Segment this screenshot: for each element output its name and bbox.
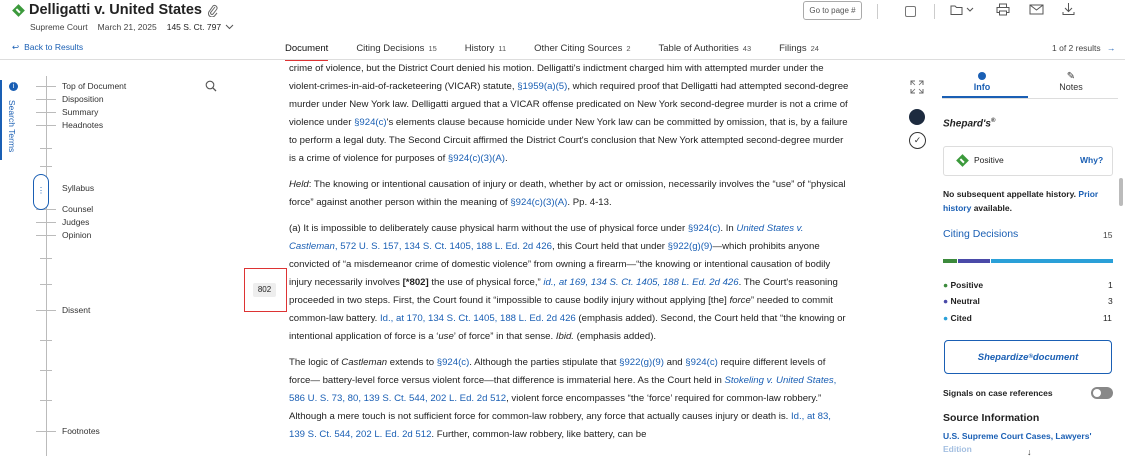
tab-history[interactable] — [465, 43, 506, 58]
panel-tab-divider — [942, 98, 1118, 99]
decision-date: March 21, 2025 — [97, 22, 157, 32]
tab-citing-decisions[interactable] — [356, 43, 436, 58]
outline-tick — [36, 431, 56, 432]
tab-count: 24 — [810, 44, 819, 53]
breakdown-count: 1 — [1108, 280, 1113, 290]
outline-tick — [40, 258, 52, 259]
statute-link[interactable]: §1959(a)(5) — [517, 81, 568, 92]
appellate-history-text: No subsequent appellate history. Prior history available. — [943, 189, 1099, 213]
back-to-results-link[interactable] — [12, 42, 83, 53]
outline-tick — [36, 125, 56, 126]
case-metadata — [30, 22, 234, 32]
info-icon: i — [9, 82, 18, 91]
dark-mode-toggle-icon[interactable] — [909, 109, 925, 125]
toolbar-divider — [934, 4, 935, 19]
go-to-page-input[interactable]: Go to page # — [803, 1, 862, 20]
statute-link[interactable]: §924(c) — [685, 357, 718, 368]
outline-tick — [40, 340, 52, 341]
statute-link[interactable]: §924(c) — [436, 357, 470, 368]
paragraph: The logic of Castleman extends to §924(c). Although the parties stipulate that §922(g)(9) and §924(c) require different levels of force— battery-level force versus violent force—that difference is immaterial here. As the Court held in Stokeling v. United States, 586 U. S. 73, 80, 139 S. Ct. 544, 202 L. Ed. 2d 512, violent force encompasses “the ‘force’ required for common-law robbery.” Although a mere touch is not sufficient force for common-law robbery, any force that actually causes injury or death is. Id., at 83, 139 S. Ct. 544, 202 L. Ed. 2d 512. Further, common-law robbery, like battery, can be — [289, 357, 837, 440]
positive-bar — [943, 259, 957, 263]
source-link-continued[interactable]: Edition — [943, 444, 972, 453]
statute-link[interactable]: §922(g)(9) — [667, 241, 713, 252]
positive-diamond-icon — [956, 154, 969, 167]
active-tab-indicator — [942, 96, 1028, 98]
shepards-signal-box — [943, 146, 1113, 176]
court-name: Supreme Court — [30, 22, 88, 32]
shepardize-button[interactable]: Shepardize ® document — [944, 340, 1112, 374]
nav-disposition[interactable]: Disposition — [62, 94, 104, 104]
tab-other-citing-sources[interactable] — [534, 43, 630, 58]
back-arrow-icon: ↩ — [12, 42, 20, 52]
breakdown-cited[interactable]: ● Cited — [943, 313, 972, 323]
tab-label: Table of Authorities — [658, 43, 739, 54]
case-title-row — [14, 2, 218, 18]
tab-label: History — [464, 43, 495, 54]
tab-filings[interactable] — [779, 43, 819, 58]
tab-notes[interactable] — [1041, 72, 1101, 92]
page-marker: 802 — [253, 283, 276, 297]
nav-headnotes[interactable]: Headnotes — [62, 120, 104, 130]
nav-syllabus[interactable]: Syllabus — [62, 183, 95, 193]
tab-info-label: Info — [973, 82, 991, 92]
source-link[interactable]: U.S. Supreme Court Cases, Lawyers' — [943, 431, 1092, 441]
outline-tick — [40, 148, 52, 149]
scroll-down-arrow-icon[interactable]: ↓ — [1027, 447, 1032, 457]
statute-link[interactable]: §924(c) — [354, 117, 387, 128]
nav-opinion[interactable]: Opinion — [62, 230, 92, 240]
breakdown-count: 3 — [1108, 296, 1113, 306]
nav-dissent[interactable]: Dissent — [62, 305, 91, 315]
search-icon[interactable] — [205, 80, 217, 92]
tab-label: Filings — [779, 43, 807, 54]
outline-tick — [36, 112, 56, 113]
case-link[interactable]: Id., at 170, 134 S. Ct. 1405, 188 L. Ed. 2d 426 — [380, 313, 576, 324]
positive-diamond-icon — [12, 4, 25, 17]
outline-tick — [40, 166, 52, 167]
prior-history-link[interactable]: Prior history — [943, 189, 1099, 213]
nav-judges[interactable]: Judges — [62, 217, 90, 227]
tab-count: 43 — [742, 44, 752, 53]
paragraph: Held: The knowing or intentional causation of injury or death, whether by act or omission, necessarily involves the “use” of “physical force” against another person within the meaning of §924(c)(3)(A). Pp. 4-13. — [289, 179, 846, 208]
breakdown-positive[interactable]: ● Positive — [943, 280, 984, 290]
why-link[interactable]: Why? — [1080, 155, 1104, 165]
citation-value: 145 S. Ct. 797 — [166, 22, 222, 32]
download-icon[interactable] — [1062, 2, 1075, 16]
email-icon[interactable] — [1029, 4, 1044, 15]
tab-info[interactable] — [952, 72, 1012, 92]
signal-label: Positive — [974, 155, 1004, 165]
tab-count: 11 — [498, 44, 507, 53]
citing-decisions-link[interactable]: Citing Decisions — [943, 228, 1019, 240]
case-link[interactable]: id., at 169, 134 S. Ct. 1405, 188 L. Ed. 2d 426 — [543, 277, 739, 288]
neutral-bar — [958, 259, 990, 263]
folder-icon[interactable] — [950, 4, 977, 16]
page-marker-box — [244, 268, 287, 312]
outline-tick — [36, 86, 56, 87]
arrow-right-icon[interactable]: → — [1107, 43, 1116, 53]
search-terms-tab-indicator — [0, 80, 2, 160]
cited-bar — [991, 259, 1113, 263]
signals-label: Signals on case references — [943, 388, 1053, 398]
outline-tick — [40, 284, 52, 285]
outline-tick — [36, 310, 56, 311]
paragraph: crime of violence, but the District Court denied his motion. Delligatti's indictment charged him with attempted murder under the violent-crimes-in-aid-of-racketeering (VICAR) statute, §1959(a)(5), which required proof that Delligatti had attempted second-degree murder under New York law. Delligatti argued that a VICAR offense predicated on New York second-degree murder is not a crime of violence under §924(c)'s elements clause because homicide under New York law can be committed by omission, that is, by a failure to perform a legal duty. The Second Circuit affirmed the District Court's conclusion that New York attempted second-degree murder is a crime of violence for purposes of §924(c)(3)(A). — [289, 63, 849, 164]
tab-document[interactable] — [285, 43, 328, 58]
breakdown-neutral[interactable]: ● Neutral — [943, 296, 980, 306]
tab-label: Document — [285, 43, 329, 54]
statute-link[interactable]: §924(c)(3)(A) — [447, 153, 505, 164]
outline-track — [46, 76, 47, 456]
result-pager[interactable] — [1052, 43, 1116, 53]
print-icon[interactable] — [996, 3, 1010, 16]
select-document-checkbox[interactable] — [905, 6, 916, 17]
nav-counsel[interactable]: Counsel — [62, 204, 94, 214]
breakdown-count: 11 — [1103, 313, 1112, 323]
statute-link[interactable]: §924(c)(3)(A) — [510, 197, 568, 208]
nav-footnotes[interactable]: Footnotes — [62, 426, 100, 436]
outline-tick — [36, 222, 56, 223]
statute-link[interactable]: §924(c) — [687, 223, 721, 234]
chevron-down-icon — [225, 24, 234, 30]
case-link[interactable]: Id., at 83, 139 S. Ct. 544, 202 L. Ed. 2d 512 — [289, 411, 831, 440]
case-title: Delligatti v. United States — [29, 2, 202, 18]
shepards-heading: Shepard's® — [943, 118, 996, 130]
source-info-heading: Source Information — [943, 412, 1040, 424]
star-page-marker: [*802] — [402, 277, 429, 288]
outline-tick — [36, 235, 56, 236]
tab-table-of-authorities[interactable] — [659, 43, 752, 58]
paragraph: (a) It is impossible to deliberately cause physical harm without the use of physical force under §924(c). In United States v. Castleman, 572 U. S. 157, 134 S. Ct. 1405, 188 L. Ed. 2d 426, this Court held that under §922(g)(9)—which prohibits anyone convicted of “a misdemeanor crime of domestic violence” from owning a firearm—“the knowing or intentional causation of bodily injury necessarily involves [*802] the use of physical force,” id., at 169, 134 S. Ct. 1405, 188 L. Ed. 2d 426. The Court's reasoning proceeded in two steps. First, the Court found it “impossible to cause bodily injury without applying [the] force” needed to commit common-law battery. Id., at 170, 134 S. Ct. 1405, 188 L. Ed. 2d 426 (emphasis added). Second, the Court held that “the knowing or intentional application of force is a ‘use’ of force” in that sense. Ibid. (emphasis added). — [289, 223, 846, 342]
pencil-icon: ✎ — [1066, 71, 1076, 82]
tab-label: Other Citing Sources — [534, 43, 623, 54]
document-tabs — [285, 43, 847, 58]
citing-decisions-count: 15 — [1103, 230, 1113, 240]
tab-count: 15 — [428, 44, 437, 53]
statute-link[interactable]: §922(g)(9) — [619, 357, 664, 368]
nav-top-of-document[interactable]: Top of Document — [62, 81, 127, 91]
panel-scrollbar[interactable] — [1119, 178, 1123, 206]
nav-summary[interactable]: Summary — [62, 107, 99, 117]
toolbar-divider — [877, 4, 878, 19]
signals-toggle[interactable] — [1091, 387, 1113, 399]
case-link[interactable]: United States v. Castleman, 572 U. S. 157, 134 S. Ct. 1405, 188 L. Ed. 2d 426 — [289, 223, 804, 252]
checkmark-circle-icon[interactable]: ✓ — [909, 132, 926, 149]
back-to-results-label: Back to Results — [24, 42, 84, 52]
search-terms-tab[interactable]: Search Terms — [7, 100, 17, 153]
tab-label: Citing Decisions — [356, 43, 425, 54]
results-counter: 1 of 2 results — [1052, 43, 1101, 53]
case-link[interactable]: Stokeling v. United States, 586 U. S. 73, 80, 139 S. Ct. 544, 202 L. Ed. 2d 512 — [289, 375, 837, 404]
outline-tick — [40, 370, 52, 371]
paperclip-icon[interactable] — [208, 4, 218, 17]
expand-icon[interactable] — [910, 80, 924, 94]
outline-position-handle[interactable]: ⋮ — [33, 174, 49, 210]
citation-select[interactable] — [167, 22, 234, 32]
tab-count: 2 — [626, 44, 631, 53]
document-body — [289, 60, 849, 452]
outline-tick — [40, 400, 52, 401]
info-icon — [978, 72, 986, 80]
tab-notes-label: Notes — [1059, 82, 1083, 92]
outline-tick — [36, 99, 56, 100]
